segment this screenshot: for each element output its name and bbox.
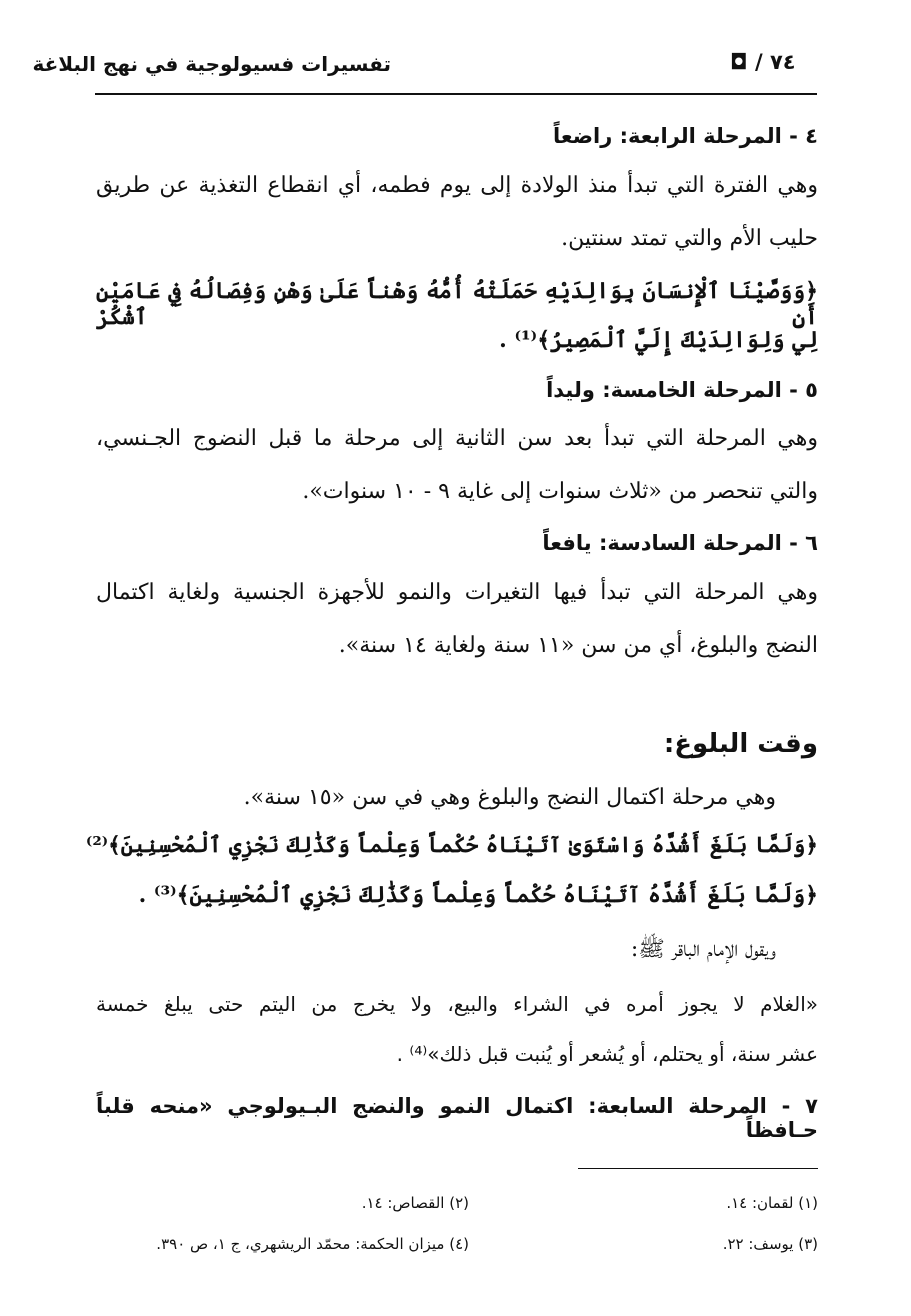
- footnote-2: (٢) القصاص: ١٤.: [361, 1194, 469, 1212]
- page-number: ٧٤ / ◘: [730, 50, 796, 74]
- puberty-paragraph: وهي مرحلة اكتمال النضج والبلوغ وهي في سن «١٥ سنة».: [243, 785, 776, 810]
- stage5-paragraph-line2: والتي تنحصر من «ثلاث سنوات إلى غاية ٩ - ١٠ سنوات».: [302, 479, 818, 504]
- footnote-1: (١) لقمان: ١٤.: [726, 1194, 818, 1212]
- stage5-heading: ٥ - المرحلة الخامسة: وليداً: [546, 378, 818, 402]
- footnote-rule: [578, 1168, 818, 1169]
- quran-verse-1-line2: لِي وَلِوَالِدَيْكَ إِلَيَّ ٱلْمَصِيرُ﴾⁽¹⁾ .: [499, 327, 818, 353]
- header-rule: [95, 93, 817, 95]
- stage5-paragraph-line1: وهي المرحلة التي تبدأ بعد سن الثانية إلى مرحلة ما قبل النضوج الجـنسي،: [96, 426, 818, 451]
- quran-verse-2: ﴿وَلَمَّا بَلَغَ أَشُدَّهُ وَاسْتَوَىٰ آتَيْنَاهُ حُكْماً وَعِلْماً وَكَذَٰلِكَ نَجْزِي ٱلْمُحْسِنِينَ﴾⁽²⁾: [85, 833, 818, 858]
- stage6-paragraph-line2: النضج والبلوغ، أي من سن «١١ سنة ولغاية ١٤ سنة».: [338, 633, 818, 658]
- imam-baqir-intro: ويقول الإمام الباقر ﷺ:: [630, 937, 776, 962]
- footnote-3: (٣) يوسف: ٢٢.: [722, 1235, 818, 1253]
- footnote-4: (٤) ميزان الحكمة: محمّد الريشهري، ج ١، ص ٣٩٠.: [156, 1235, 469, 1253]
- stage4-heading: ٤ - المرحلة الرابعة: راضعاً: [553, 124, 818, 148]
- puberty-section-title: وقت البلوغ:: [663, 729, 818, 759]
- quran-verse-3: ﴿وَلَمَّا بَلَغَ أَشُدَّهُ آتَيْنَاهُ حُكْماً وَعِلْماً وَكَذَٰلِكَ نَجْزِي ٱلْمُحْسِنِينَ﴾⁽³⁾ .: [138, 882, 818, 908]
- narration-line2: عشر سنة، أو يحتلم، أو يُشعر أو يُنبت قبل ذلك»⁽⁴⁾ .: [396, 1042, 818, 1066]
- running-title: تفسيرات فسيولوجية في نهج البلاغة: [32, 52, 391, 76]
- narration-line1: «الغلام لا يجوز أمره في الشراء والبيع، ولا يخرج من اليتم حتى يبلغ خمسة: [96, 992, 818, 1016]
- stage4-paragraph-line2: حليب الأم والتي تمتد سنتين.: [561, 226, 818, 251]
- stage7-line: ٧ - المرحلة السابعة: اكتمال النمو والنضج البـيولوجي «منحه قلباً حـافظاً: [96, 1094, 818, 1142]
- stage6-heading: ٦ - المرحلة السادسة: يافعاً: [542, 531, 818, 555]
- stage4-paragraph-line1: وهي الفترة التي تبدأ منذ الولادة إلى يوم فطمه، أي انقطاع التغذية عن طريق: [96, 173, 818, 198]
- quran-verse-1-line1: ﴿وَوَصَّيْنَا ٱلْإِنسَانَ بِوَالِدَيْهِ حَمَلَتْهُ أُمُّهُ وَهْناً عَلَىٰ وَهْنٍ وَفِصَالُهُ فِي عَامَيْنِ أَنِ ٱشْكُرْ: [96, 278, 818, 330]
- stage6-paragraph-line1: وهي المرحلة التي تبدأ فيها التغيرات والنمو للأجهزة الجنسية ولغاية اكتمال: [96, 580, 818, 605]
